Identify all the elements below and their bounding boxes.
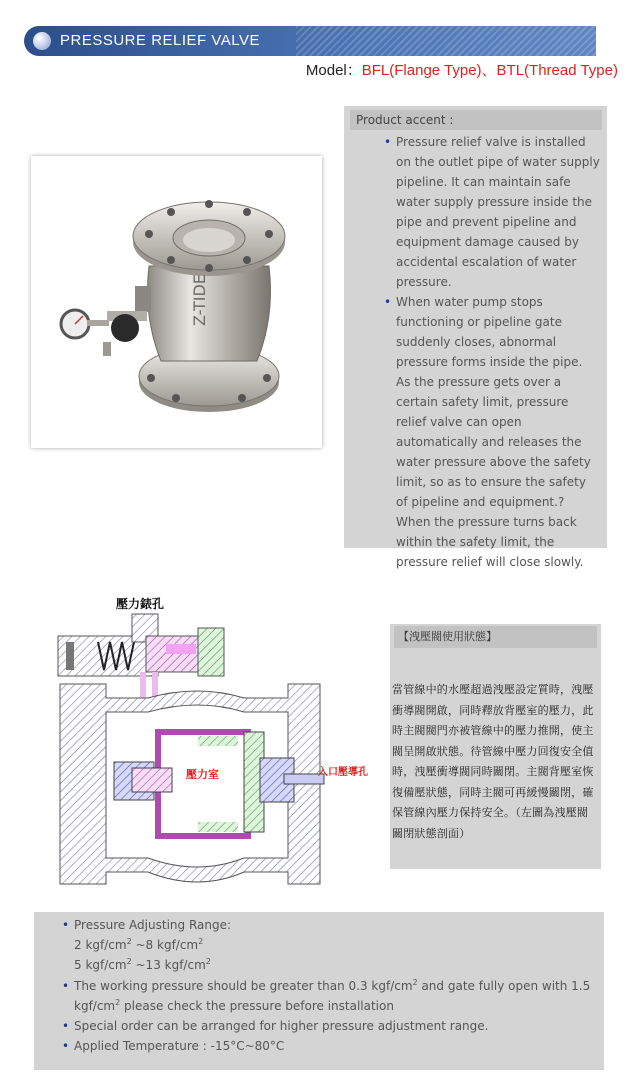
specifications-box [34, 912, 604, 1070]
spec-working-a: The working pressure should be greater than 0.3 kgf/cm [74, 978, 413, 993]
usage-status-body: 當管線中的水壓超過洩壓設定質時，洩壓衝導閥開啟，同時釋放背壓室的壓力，此時主閥閥門亦被管線中的壓力推開，使主閥呈開啟狀態。待管線中壓力回復安全值時，洩壓衝導閥同時關閉。主閥背壓室恢復備壓狀態，同時主閥可再緩慢關閉，確保管線內壓力保持安全。（左圖為洩壓閥關閉狀態剖面） [392, 683, 594, 840]
usage-status-box [390, 624, 601, 869]
photo-body-text: Z-TIDE [190, 274, 209, 326]
accent-heading: Product accent : [350, 110, 602, 130]
spec-working-d: please check the pressure before installation [120, 998, 394, 1013]
valve-cross-section-diagram [48, 592, 386, 898]
accent-item-2: • When water pump stops functioning or pipeline gate suddenly closes, abnormal pressure forms inside the pipe. As the pressure gets over a certain safety limit, pressure relief valve can open automatically and releases the water pressure above the safety limit, so as to ensure the safety of pipeline and equipment.? When the pressure turns back within the safety limit, the pressure relief will close slowly. [396, 292, 600, 572]
superscript: 2 [205, 957, 211, 967]
spec-range-2: 5 kgf/cm [74, 958, 127, 973]
spec-working-pressure [74, 976, 604, 1016]
title-banner [24, 26, 596, 56]
banner-stripes [296, 26, 596, 56]
spec-range-title: Pressure Adjusting Range: [74, 918, 232, 932]
inlet-port-label: 入口壓導孔 [318, 767, 368, 778]
accent-item-1: • Pressure relief valve is installed on the outlet pipe of water supply pipeline. It can maintain safe water supply pressure inside the pipe and prevent pipeline and equipment damage caused by accidental escalation of water pressure. [396, 132, 600, 292]
model-line [300, 60, 618, 82]
page-title: PRESSURE RELIEF VALVE [60, 32, 261, 49]
spec-range-1b: ~8 kgf/cm [135, 938, 199, 953]
superscript: 2 [115, 997, 121, 1007]
accent-list [354, 132, 600, 572]
superscript: 2 [198, 937, 204, 947]
gauge-port-label: 壓力錶孔 [116, 597, 165, 611]
usage-status-heading: 【洩壓閥使用狀態】 [394, 626, 597, 648]
superscript: 2 [126, 937, 132, 947]
model-value: BFL(Flange Type)、BTL(Thread Type) [361, 62, 618, 79]
product-photo [31, 156, 322, 448]
bullet-ball-icon [33, 32, 51, 50]
chamber-label: 壓力室 [186, 768, 219, 781]
spec-working-b: and gate fully open with 1.5 [417, 978, 591, 993]
valve-photo-illustration [31, 156, 322, 448]
spec-range-1: 2 kgf/cm [74, 938, 127, 953]
spec-range-2b: ~13 kgf/cm [135, 958, 206, 973]
spec-special-order: • Special order can be arranged for higher pressure adjustment range. [74, 1016, 604, 1036]
model-label: Model： [305, 62, 362, 79]
superscript: 2 [126, 957, 132, 967]
spec-list [34, 912, 604, 1056]
spec-working-c: kgf/cm [74, 998, 116, 1013]
superscript: 2 [412, 977, 418, 987]
product-accent-box [344, 106, 607, 569]
spec-range [74, 915, 604, 976]
cross-section-svg [48, 592, 386, 898]
spec-temperature: • Applied Temperature : -15°C~80°C [74, 1036, 604, 1056]
